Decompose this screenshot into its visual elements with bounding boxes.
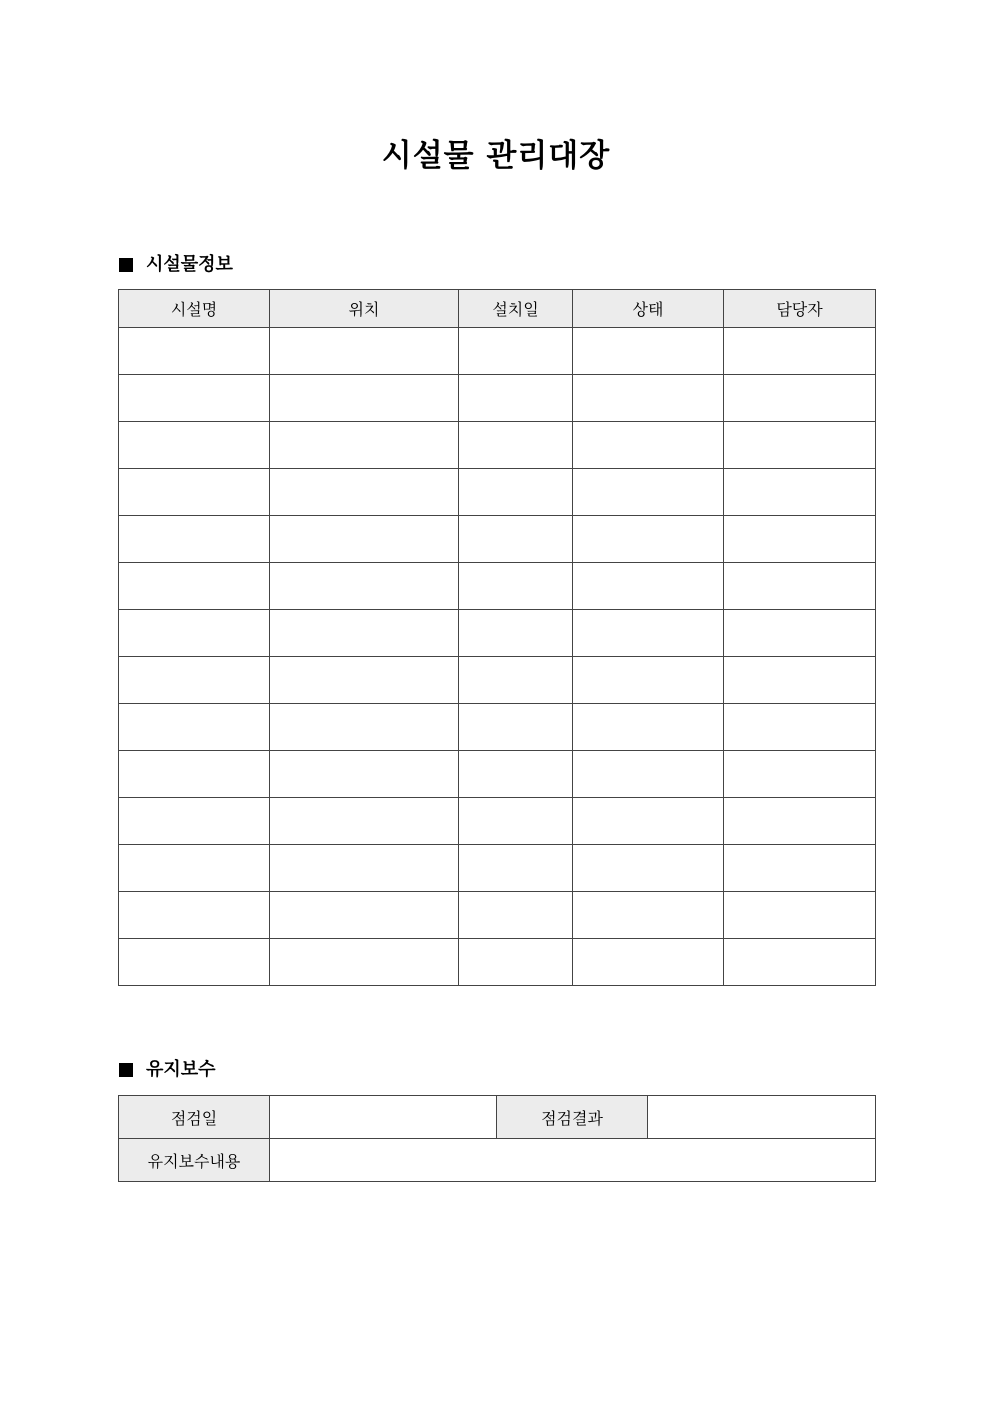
location-cell[interactable] [270, 751, 459, 798]
inspection-date-label: 점검일 [119, 1096, 270, 1139]
manager-cell[interactable] [724, 610, 876, 657]
facility-name-cell[interactable] [119, 798, 270, 845]
install-date-cell[interactable] [459, 516, 573, 563]
facility-name-cell[interactable] [119, 516, 270, 563]
location-cell[interactable] [270, 798, 459, 845]
manager-cell[interactable] [724, 469, 876, 516]
status-cell[interactable] [573, 939, 724, 986]
table-row [119, 892, 876, 939]
status-cell[interactable] [573, 798, 724, 845]
install-date-cell[interactable] [459, 892, 573, 939]
inspection-result-label: 점검결과 [497, 1096, 648, 1139]
location-cell[interactable] [270, 845, 459, 892]
install-date-cell[interactable] [459, 751, 573, 798]
facility-name-cell[interactable] [119, 939, 270, 986]
table-row [119, 845, 876, 892]
table-row [119, 657, 876, 704]
facility-name-cell[interactable] [119, 328, 270, 375]
facility-info-table [118, 289, 876, 986]
square-bullet-icon [119, 258, 133, 272]
location-cell[interactable] [270, 469, 459, 516]
location-cell[interactable] [270, 610, 459, 657]
facility-name-cell[interactable] [119, 845, 270, 892]
install-date-cell[interactable] [459, 328, 573, 375]
manager-cell[interactable] [724, 563, 876, 610]
status-cell[interactable] [573, 704, 724, 751]
facility-name-cell[interactable] [119, 751, 270, 798]
status-cell[interactable] [573, 375, 724, 422]
table-row [119, 328, 876, 375]
status-cell[interactable] [573, 328, 724, 375]
table-row [119, 516, 876, 563]
facility-name-cell[interactable] [119, 563, 270, 610]
location-cell[interactable] [270, 375, 459, 422]
status-cell[interactable] [573, 422, 724, 469]
status-cell[interactable] [573, 610, 724, 657]
location-cell[interactable] [270, 422, 459, 469]
facility-section-heading [119, 253, 233, 277]
document-title: 시설물 관리대장 [381, 138, 611, 174]
status-cell[interactable] [573, 516, 724, 563]
maintenance-content-label: 유지보수내용 [119, 1139, 270, 1182]
facility-name-cell[interactable] [119, 892, 270, 939]
install-date-cell[interactable] [459, 469, 573, 516]
inspection-result-field[interactable] [648, 1096, 876, 1139]
table-row [119, 375, 876, 422]
status-cell[interactable] [573, 751, 724, 798]
table-row [119, 563, 876, 610]
maintenance-table [118, 1095, 876, 1182]
facility-name-cell[interactable] [119, 375, 270, 422]
location-cell[interactable] [270, 704, 459, 751]
column-header-install-date: 설치일 [459, 290, 573, 328]
manager-cell[interactable] [724, 892, 876, 939]
column-header-location: 위치 [270, 290, 459, 328]
manager-cell[interactable] [724, 328, 876, 375]
table-header-row [119, 290, 876, 328]
manager-cell[interactable] [724, 657, 876, 704]
install-date-cell[interactable] [459, 422, 573, 469]
table-row [119, 704, 876, 751]
facility-name-cell[interactable] [119, 610, 270, 657]
column-header-manager: 담당자 [724, 290, 876, 328]
install-date-cell[interactable] [459, 563, 573, 610]
table-row [119, 751, 876, 798]
facility-section-title: 시설물정보 [146, 254, 233, 275]
location-cell[interactable] [270, 328, 459, 375]
status-cell[interactable] [573, 563, 724, 610]
inspection-date-field[interactable] [270, 1096, 497, 1139]
location-cell[interactable] [270, 516, 459, 563]
facility-name-cell[interactable] [119, 422, 270, 469]
location-cell[interactable] [270, 563, 459, 610]
column-header-facility-name: 시설명 [119, 290, 270, 328]
facility-table-body [119, 328, 876, 986]
manager-cell[interactable] [724, 939, 876, 986]
table-row [119, 939, 876, 986]
manager-cell[interactable] [724, 798, 876, 845]
maintenance-section-title: 유지보수 [146, 1059, 216, 1080]
install-date-cell[interactable] [459, 845, 573, 892]
manager-cell[interactable] [724, 751, 876, 798]
facility-name-cell[interactable] [119, 704, 270, 751]
table-row [119, 798, 876, 845]
status-cell[interactable] [573, 469, 724, 516]
facility-name-cell[interactable] [119, 469, 270, 516]
square-bullet-icon [119, 1063, 133, 1077]
manager-cell[interactable] [724, 375, 876, 422]
status-cell[interactable] [573, 892, 724, 939]
table-row [119, 1096, 876, 1139]
table-row [119, 422, 876, 469]
maintenance-section-heading [119, 1058, 216, 1082]
install-date-cell[interactable] [459, 610, 573, 657]
manager-cell[interactable] [724, 516, 876, 563]
table-row [119, 469, 876, 516]
install-date-cell[interactable] [459, 704, 573, 751]
install-date-cell[interactable] [459, 939, 573, 986]
column-header-status: 상태 [573, 290, 724, 328]
manager-cell[interactable] [724, 845, 876, 892]
status-cell[interactable] [573, 657, 724, 704]
table-row [119, 1139, 876, 1182]
location-cell[interactable] [270, 939, 459, 986]
location-cell[interactable] [270, 657, 459, 704]
manager-cell[interactable] [724, 422, 876, 469]
install-date-cell[interactable] [459, 375, 573, 422]
install-date-cell[interactable] [459, 657, 573, 704]
location-cell[interactable] [270, 892, 459, 939]
manager-cell[interactable] [724, 704, 876, 751]
install-date-cell[interactable] [459, 798, 573, 845]
status-cell[interactable] [573, 845, 724, 892]
maintenance-content-field[interactable] [270, 1139, 876, 1182]
facility-name-cell[interactable] [119, 657, 270, 704]
table-row [119, 610, 876, 657]
